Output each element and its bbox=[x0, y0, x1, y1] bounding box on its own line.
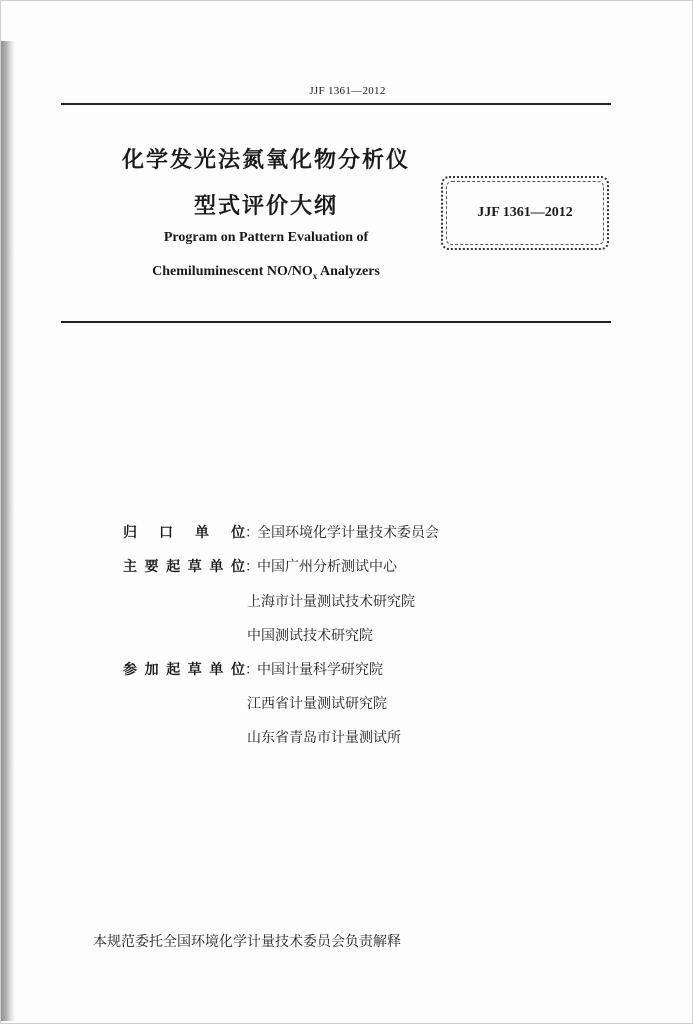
standard-code-box bbox=[441, 176, 609, 250]
responsible-unit-row bbox=[123, 522, 439, 542]
responsible-unit-colon: ： bbox=[245, 525, 259, 541]
header-rule bbox=[61, 103, 611, 105]
title-rule bbox=[61, 321, 611, 323]
participating-label: 参加起草单位 bbox=[123, 662, 245, 678]
responsible-unit-label: 归口单位 bbox=[123, 525, 245, 541]
header-standard-code: JJF 1361—2012 bbox=[309, 85, 386, 97]
main-drafting-item: 上海市计量测试技术研究院 bbox=[247, 594, 415, 610]
participating-item: 中国计量科学研究院 bbox=[257, 662, 383, 678]
responsible-unit-value: 全国环境化学计量技术委员会 bbox=[257, 525, 439, 541]
title-chinese-line-1: 化学发光法氮氧化物分析仪 bbox=[121, 148, 410, 173]
title-english-line-1: Program on Pattern Evaluation of bbox=[163, 230, 369, 245]
main-drafting-row bbox=[123, 556, 397, 576]
participating-colon: ： bbox=[245, 662, 259, 678]
scan-shadow-edge bbox=[1, 41, 15, 1021]
interpretation-note: 本规范委托全国环境化学计量技术委员会负责解释 bbox=[93, 934, 401, 950]
title-english-line-2 bbox=[61, 264, 471, 281]
participating-item: 江西省计量测试研究院 bbox=[247, 696, 387, 712]
title-english-line-2-suffix: Analyzers bbox=[317, 264, 380, 279]
code-box-text: JJF 1361—2012 bbox=[477, 205, 573, 220]
title-english-line-2-prefix: Chemiluminescent NO/NO bbox=[152, 264, 313, 279]
main-drafting-label: 主要起草单位 bbox=[123, 559, 245, 575]
participating-row bbox=[123, 659, 383, 679]
participating-item: 山东省青岛市计量测试所 bbox=[247, 730, 401, 746]
main-drafting-colon: ： bbox=[245, 559, 259, 575]
title-chinese-line-2: 型式评价大纲 bbox=[193, 194, 338, 219]
main-drafting-item: 中国测试技术研究院 bbox=[247, 628, 373, 644]
main-drafting-item: 中国广州分析测试中心 bbox=[257, 559, 397, 575]
title-english-subscript: x bbox=[312, 270, 318, 281]
